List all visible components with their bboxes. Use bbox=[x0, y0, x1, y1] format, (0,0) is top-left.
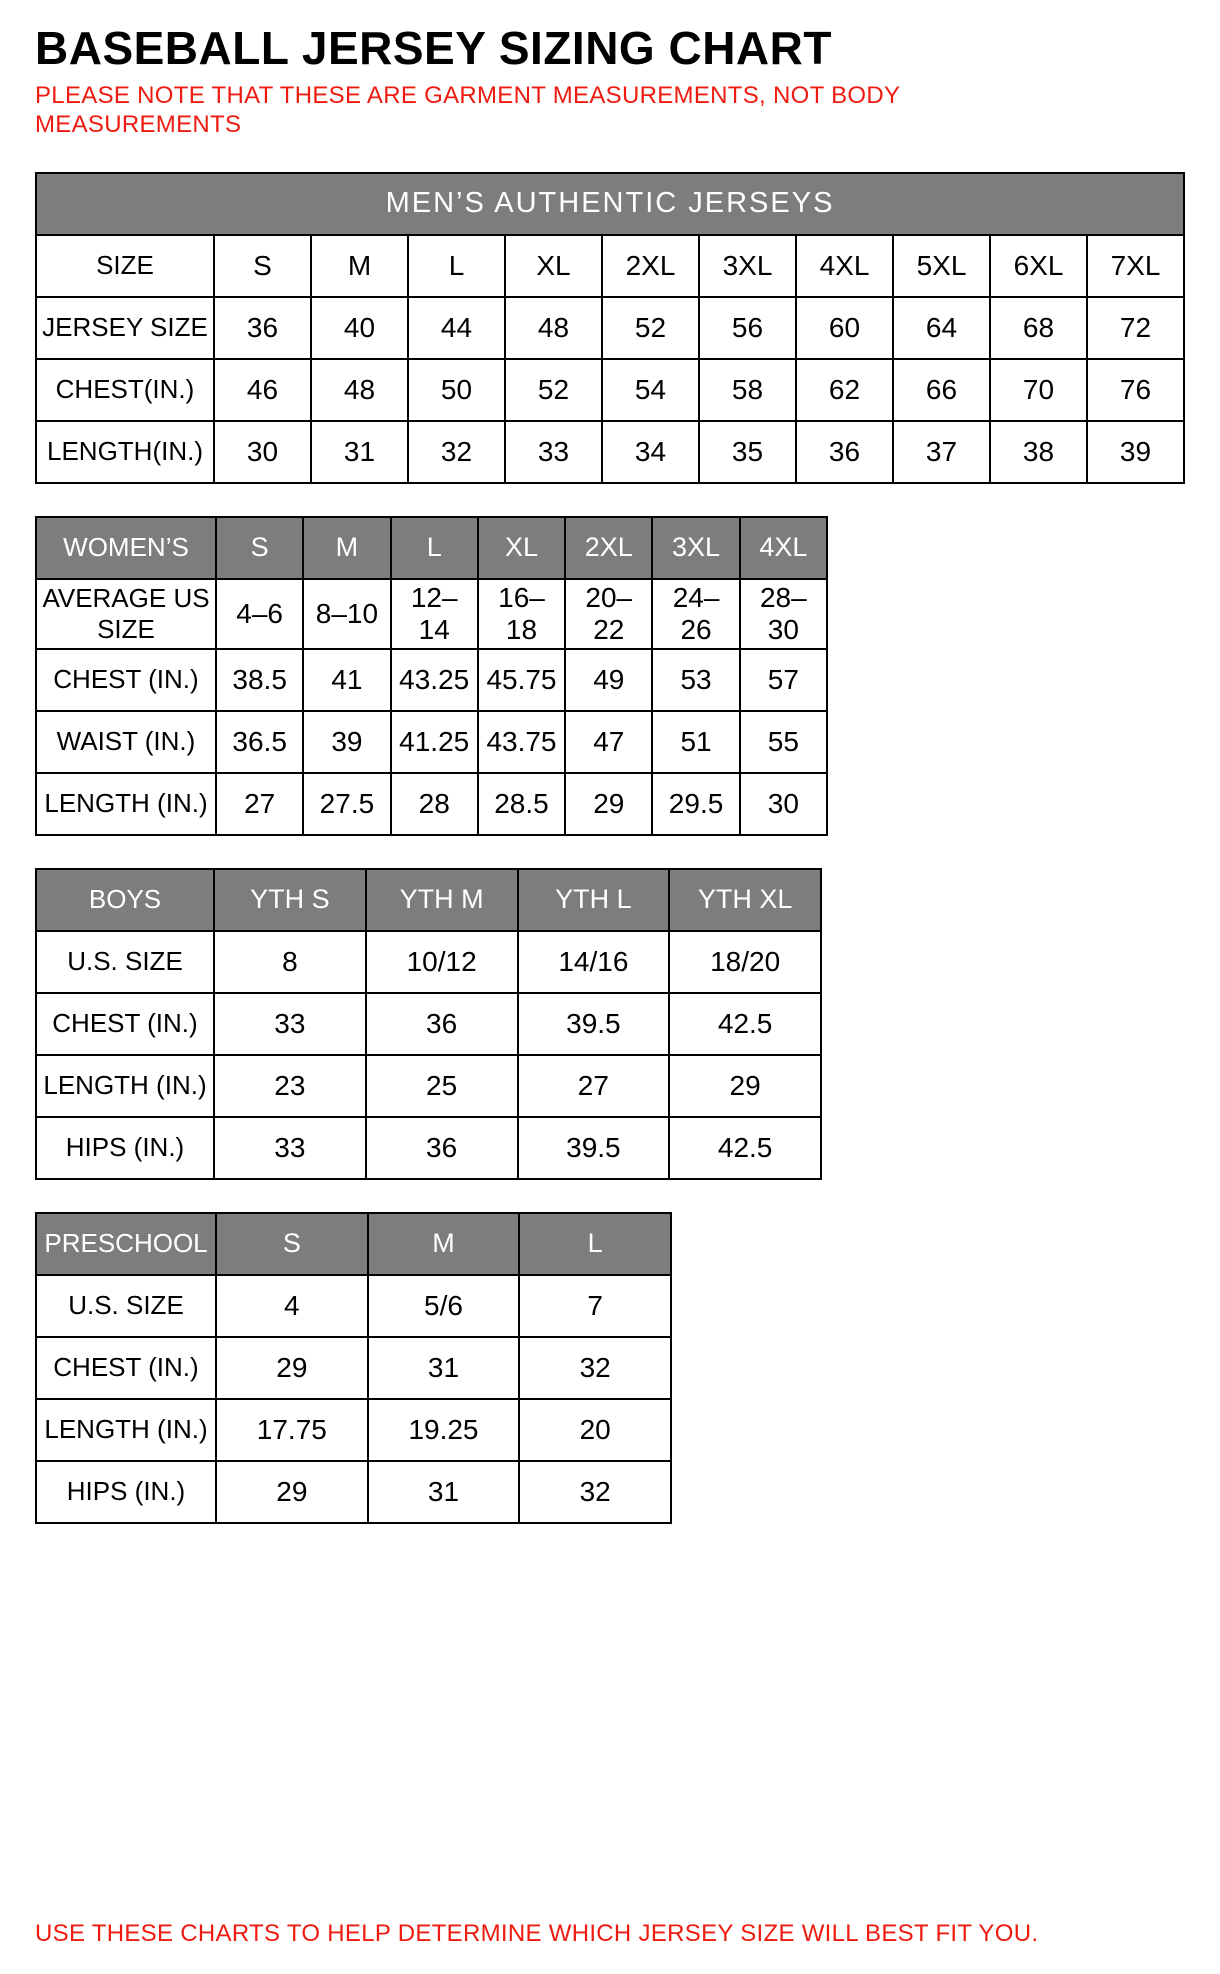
cell: 36.5 bbox=[216, 711, 303, 773]
cell: 48 bbox=[505, 297, 602, 359]
cell: S bbox=[214, 235, 311, 297]
table-row bbox=[36, 773, 827, 835]
table-row bbox=[36, 1275, 671, 1337]
cell: 28–30 bbox=[740, 579, 827, 649]
row-label: LENGTH (IN.) bbox=[36, 773, 216, 835]
cell: 43.25 bbox=[391, 649, 478, 711]
cell: 36 bbox=[214, 297, 311, 359]
cell: 29 bbox=[216, 1337, 368, 1399]
cell: 28.5 bbox=[478, 773, 565, 835]
cell: 4XL bbox=[796, 235, 893, 297]
cell: 68 bbox=[990, 297, 1087, 359]
womens-sizing-table bbox=[35, 516, 828, 836]
table-banner-row bbox=[36, 173, 1184, 235]
cell: 42.5 bbox=[669, 1117, 821, 1179]
row-label: LENGTH (IN.) bbox=[36, 1399, 216, 1461]
cell: 44 bbox=[408, 297, 505, 359]
cell: 37 bbox=[893, 421, 990, 483]
cell: 36 bbox=[796, 421, 893, 483]
header-cell: 3XL bbox=[652, 517, 739, 579]
cell: 16–18 bbox=[478, 579, 565, 649]
header-cell: M bbox=[368, 1213, 520, 1275]
mens-sizing-table bbox=[35, 172, 1185, 484]
cell: 29 bbox=[669, 1055, 821, 1117]
cell: 58 bbox=[699, 359, 796, 421]
header-cell: M bbox=[303, 517, 390, 579]
header-cell: S bbox=[216, 1213, 368, 1275]
cell: 52 bbox=[505, 359, 602, 421]
cell: 34 bbox=[602, 421, 699, 483]
table-row bbox=[36, 931, 821, 993]
cell: 66 bbox=[893, 359, 990, 421]
table-row bbox=[36, 649, 827, 711]
table-row bbox=[36, 1055, 821, 1117]
cell: 2XL bbox=[602, 235, 699, 297]
table-header-label: WOMEN’S bbox=[36, 517, 216, 579]
cell: 25 bbox=[366, 1055, 518, 1117]
cell: 18/20 bbox=[669, 931, 821, 993]
table-header-row bbox=[36, 1213, 671, 1275]
row-label: CHEST(IN.) bbox=[36, 359, 214, 421]
cell: 64 bbox=[893, 297, 990, 359]
table-row bbox=[36, 579, 827, 649]
cell: 27 bbox=[216, 773, 303, 835]
table-row bbox=[36, 1337, 671, 1399]
cell: 7 bbox=[519, 1275, 671, 1337]
cell: 4–6 bbox=[216, 579, 303, 649]
cell: 3XL bbox=[699, 235, 796, 297]
cell: 5XL bbox=[893, 235, 990, 297]
cell: 32 bbox=[519, 1461, 671, 1523]
cell: 33 bbox=[214, 1117, 366, 1179]
cell: 29 bbox=[216, 1461, 368, 1523]
cell: 7XL bbox=[1087, 235, 1184, 297]
cell: 48 bbox=[311, 359, 408, 421]
cell: 39 bbox=[1087, 421, 1184, 483]
cell: 49 bbox=[565, 649, 652, 711]
cell: 36 bbox=[366, 1117, 518, 1179]
row-label: HIPS (IN.) bbox=[36, 1461, 216, 1523]
row-label: CHEST (IN.) bbox=[36, 649, 216, 711]
cell: 46 bbox=[214, 359, 311, 421]
cell: 27.5 bbox=[303, 773, 390, 835]
table-row bbox=[36, 1461, 671, 1523]
cell: 41.25 bbox=[391, 711, 478, 773]
row-label: HIPS (IN.) bbox=[36, 1117, 214, 1179]
cell: 24–26 bbox=[652, 579, 739, 649]
row-label: CHEST (IN.) bbox=[36, 993, 214, 1055]
cell: 33 bbox=[214, 993, 366, 1055]
cell: 8 bbox=[214, 931, 366, 993]
row-label: LENGTH (IN.) bbox=[36, 1055, 214, 1117]
header-cell: S bbox=[216, 517, 303, 579]
preschool-sizing-table bbox=[35, 1212, 672, 1524]
table-header-row bbox=[36, 869, 821, 931]
cell: 41 bbox=[303, 649, 390, 711]
cell: 31 bbox=[368, 1461, 520, 1523]
table-row bbox=[36, 235, 1184, 297]
table-header-row bbox=[36, 517, 827, 579]
table-header-label: PRESCHOOL bbox=[36, 1213, 216, 1275]
cell: 53 bbox=[652, 649, 739, 711]
cell: 31 bbox=[368, 1337, 520, 1399]
cell: L bbox=[408, 235, 505, 297]
header-cell: YTH L bbox=[518, 869, 670, 931]
cell: 33 bbox=[505, 421, 602, 483]
cell: 35 bbox=[699, 421, 796, 483]
cell: 60 bbox=[796, 297, 893, 359]
cell: 39 bbox=[303, 711, 390, 773]
header-cell: L bbox=[391, 517, 478, 579]
cell: 17.75 bbox=[216, 1399, 368, 1461]
header-cell: YTH M bbox=[366, 869, 518, 931]
cell: 8–10 bbox=[303, 579, 390, 649]
cell: 43.75 bbox=[478, 711, 565, 773]
row-label: LENGTH(IN.) bbox=[36, 421, 214, 483]
row-label: SIZE bbox=[36, 235, 214, 297]
cell: 30 bbox=[214, 421, 311, 483]
cell: 20 bbox=[519, 1399, 671, 1461]
cell: 32 bbox=[408, 421, 505, 483]
cell: 6XL bbox=[990, 235, 1087, 297]
table-row bbox=[36, 297, 1184, 359]
cell: 4 bbox=[216, 1275, 368, 1337]
cell: 56 bbox=[699, 297, 796, 359]
cell: 29.5 bbox=[652, 773, 739, 835]
cell: 38.5 bbox=[216, 649, 303, 711]
cell: 51 bbox=[652, 711, 739, 773]
cell: 29 bbox=[565, 773, 652, 835]
cell: 19.25 bbox=[368, 1399, 520, 1461]
cell: 45.75 bbox=[478, 649, 565, 711]
cell: 23 bbox=[214, 1055, 366, 1117]
cell: 28 bbox=[391, 773, 478, 835]
page-title: BASEBALL JERSEY SIZING CHART bbox=[35, 22, 832, 74]
cell: 62 bbox=[796, 359, 893, 421]
cell: 14/16 bbox=[518, 931, 670, 993]
cell: 30 bbox=[740, 773, 827, 835]
cell: 52 bbox=[602, 297, 699, 359]
table-row bbox=[36, 711, 827, 773]
garment-measurements-note: PLEASE NOTE THAT THESE ARE GARMENT MEASUREMENTS, NOT BODY MEASUREMENTS bbox=[35, 82, 900, 139]
header-cell: YTH XL bbox=[669, 869, 821, 931]
row-label: AVERAGE US SIZE bbox=[36, 579, 216, 649]
table-row bbox=[36, 359, 1184, 421]
cell: 47 bbox=[565, 711, 652, 773]
cell: M bbox=[311, 235, 408, 297]
cell: 31 bbox=[311, 421, 408, 483]
header-cell: 2XL bbox=[565, 517, 652, 579]
table-row bbox=[36, 1117, 821, 1179]
table-row bbox=[36, 993, 821, 1055]
boys-sizing-table bbox=[35, 868, 822, 1180]
cell: 32 bbox=[519, 1337, 671, 1399]
cell: 55 bbox=[740, 711, 827, 773]
table-banner: MEN’S AUTHENTIC JERSEYS bbox=[36, 173, 1184, 235]
table-header-label: BOYS bbox=[36, 869, 214, 931]
cell: 39.5 bbox=[518, 1117, 670, 1179]
cell: 54 bbox=[602, 359, 699, 421]
row-label: U.S. SIZE bbox=[36, 1275, 216, 1337]
header-cell: YTH S bbox=[214, 869, 366, 931]
footer-text: USE THESE CHARTS TO HELP DETERMINE WHICH JERSEY SIZE WILL BEST FIT YOU. bbox=[35, 1920, 1039, 1947]
row-label: CHEST (IN.) bbox=[36, 1337, 216, 1399]
cell: 5/6 bbox=[368, 1275, 520, 1337]
row-label: JERSEY SIZE bbox=[36, 297, 214, 359]
cell: 40 bbox=[311, 297, 408, 359]
header-cell: XL bbox=[478, 517, 565, 579]
table-row bbox=[36, 421, 1184, 483]
cell: 12–14 bbox=[391, 579, 478, 649]
cell: 20–22 bbox=[565, 579, 652, 649]
header-cell: 4XL bbox=[740, 517, 827, 579]
cell: 50 bbox=[408, 359, 505, 421]
cell: 39.5 bbox=[518, 993, 670, 1055]
row-label: U.S. SIZE bbox=[36, 931, 214, 993]
cell: 38 bbox=[990, 421, 1087, 483]
cell: XL bbox=[505, 235, 602, 297]
cell: 27 bbox=[518, 1055, 670, 1117]
cell: 72 bbox=[1087, 297, 1184, 359]
cell: 36 bbox=[366, 993, 518, 1055]
header-cell: L bbox=[519, 1213, 671, 1275]
table-row bbox=[36, 1399, 671, 1461]
cell: 57 bbox=[740, 649, 827, 711]
cell: 76 bbox=[1087, 359, 1184, 421]
row-label: WAIST (IN.) bbox=[36, 711, 216, 773]
cell: 10/12 bbox=[366, 931, 518, 993]
cell: 42.5 bbox=[669, 993, 821, 1055]
cell: 70 bbox=[990, 359, 1087, 421]
